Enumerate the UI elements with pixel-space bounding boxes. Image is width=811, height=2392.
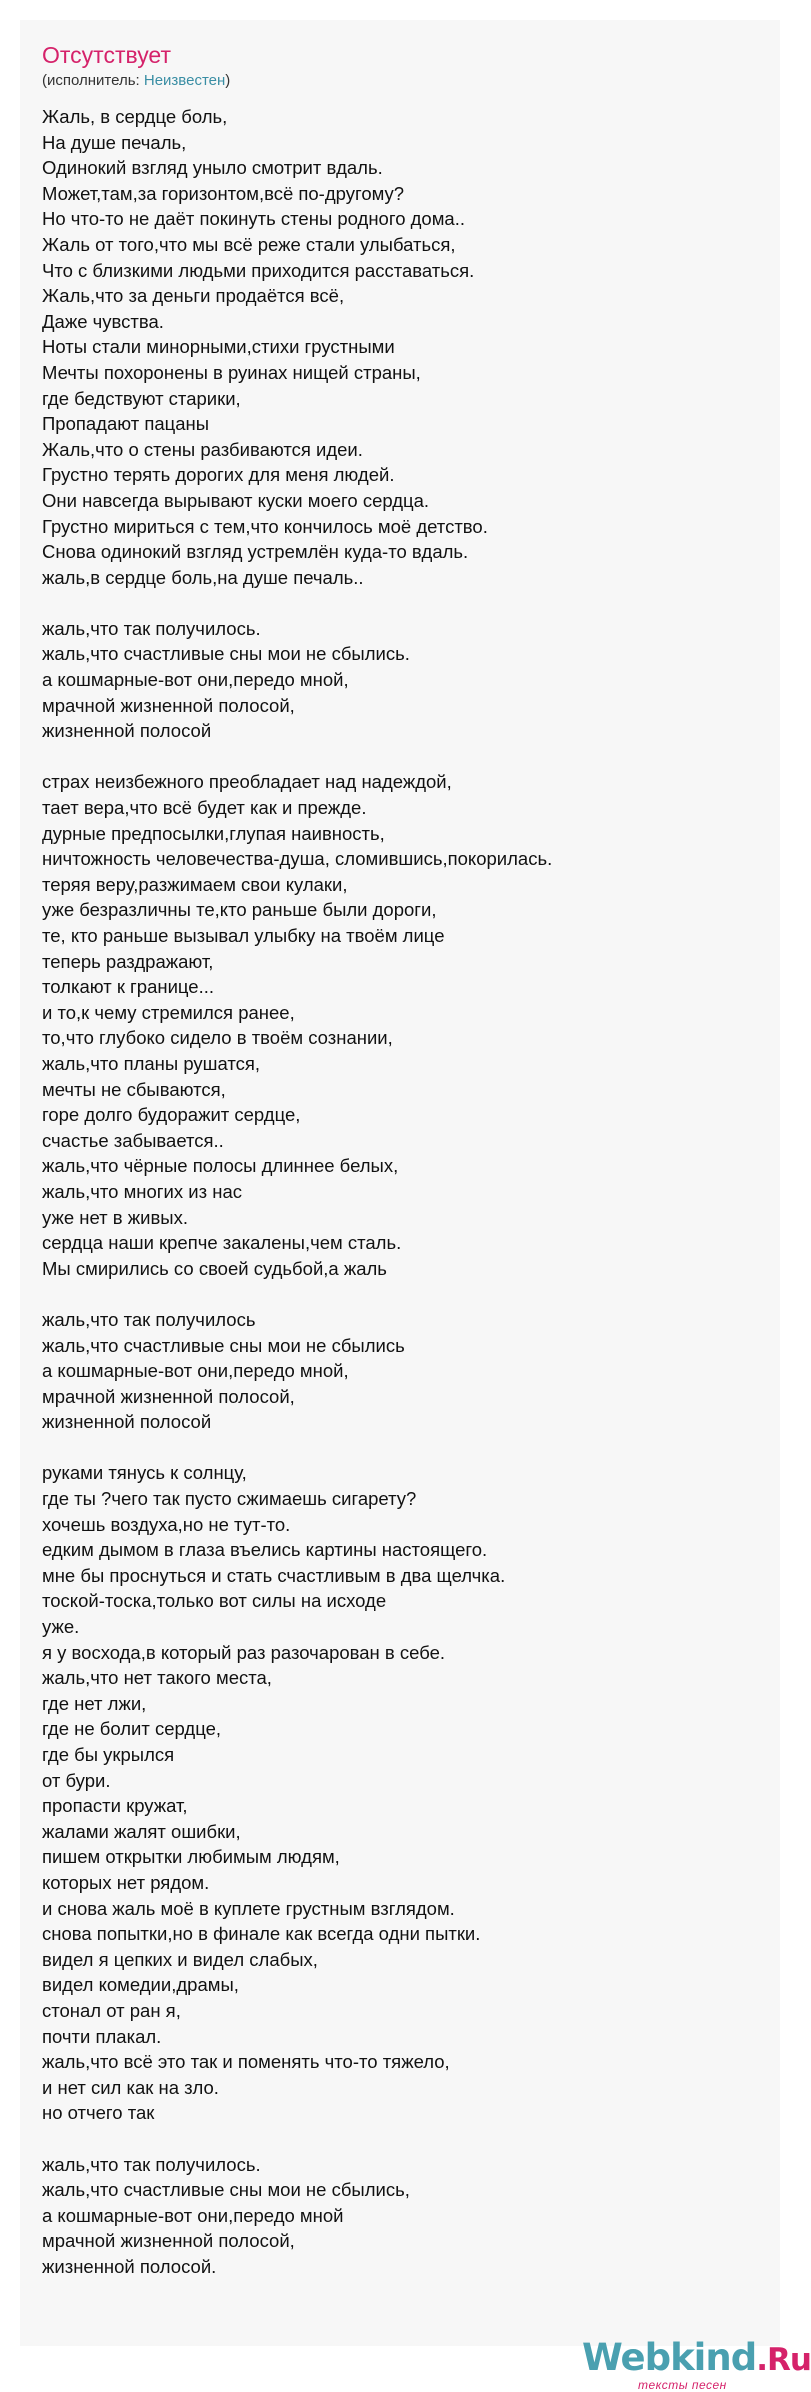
lyric-line: Жаль от того,что мы всё реже стали улыбаться, xyxy=(42,233,456,255)
lyric-line: Может,там,за горизонтом,всё по-другому? xyxy=(42,182,405,204)
lyric-line: которых нет рядом. xyxy=(42,1871,210,1893)
lyric-line: пропасти кружат, xyxy=(42,1795,188,1817)
lyric-line: Мечты похоронены в руинах нищей страны, xyxy=(42,361,421,383)
lyric-line: мрачной жизненной полосой, xyxy=(42,1385,295,1407)
lyric-line: На душе печаль, xyxy=(42,131,187,153)
lyric-line: теряя веру,разжимаем свои кулаки, xyxy=(42,873,348,895)
artist-line xyxy=(42,72,230,90)
lyric-line: руками тянусь к солнцу, xyxy=(42,1462,247,1484)
lyric-line: сердца наши крепче закалены,чем сталь. xyxy=(42,1232,402,1254)
lyric-line: видел комедии,драмы, xyxy=(42,1974,239,1996)
lyric-line: где бы укрылся xyxy=(42,1744,175,1765)
lyric-line: жаль,что нет такого места, xyxy=(42,1667,272,1689)
lyric-line: Одинокий взгляд уныло смотрит вдаль. xyxy=(42,157,383,179)
lyric-line: едким дымом в глаза въелись картины настоящего. xyxy=(42,1539,488,1561)
lyric-line: жаль,что всё это так и поменять что-то тяжело, xyxy=(42,2051,450,2073)
lyric-line: где бедствуют старики, xyxy=(42,387,241,409)
lyric-line: где ты ?чего так пусто сжимаешь сигарету? xyxy=(42,1488,417,1510)
artist-prefix: (исполнитель: xyxy=(42,72,144,89)
lyric-line: а кошмарные-вот они,передо мной xyxy=(42,2204,344,2226)
logo-tld: .Ru xyxy=(756,2342,811,2378)
lyric-line: Но что-то не даёт покинуть стены родного дома.. xyxy=(42,208,465,230)
lyric-line: Мы смирились со своей судьбой,а жаль xyxy=(42,1257,387,1279)
lyric-blank-line xyxy=(42,2126,762,2152)
lyric-line: и нет сил как на зло. xyxy=(42,2076,219,2098)
lyric-blank-line xyxy=(42,744,762,770)
lyric-line: Пропадают пацаны xyxy=(42,413,210,435)
lyric-line: толкают к границе... xyxy=(42,976,215,998)
lyric-line: я у восхода,в который раз разочарован в себе. xyxy=(42,1641,446,1663)
lyric-line: где нет лжи, xyxy=(42,1692,147,1714)
artist-suffix: ) xyxy=(225,72,231,89)
lyric-line: Жаль,что за деньги продаётся всё, xyxy=(42,285,345,307)
lyric-line: уже. xyxy=(42,1616,80,1638)
lyric-line: мрачной жизненной полосой, xyxy=(42,2230,295,2252)
lyric-line: уже нет в живых. xyxy=(42,1206,188,1228)
logo-tagline: тексты песен xyxy=(638,2378,727,2392)
lyric-blank-line xyxy=(42,1435,762,1461)
lyric-line: жизненной полосой xyxy=(42,1411,212,1433)
lyric-line: и то,к чему стремился ранее, xyxy=(42,1001,295,1023)
lyric-line: ничтожность человечества-душа, сломившись,покорилась. xyxy=(42,848,553,870)
lyric-line: тоской-тоска,только вот силы на исходе xyxy=(42,1590,387,1612)
lyric-line: жаль,что так получилось. xyxy=(42,617,261,639)
lyric-line: где не болит сердце, xyxy=(42,1718,222,1740)
lyric-line: хочешь воздуха,но не тут-то. xyxy=(42,1513,291,1535)
lyric-line: Грустно мириться с тем,что кончилось моё детство. xyxy=(42,515,488,537)
lyric-line: Жаль,что о стены разбиваются идеи. xyxy=(42,438,363,460)
lyric-line: те, кто раньше вызывал улыбку на твоём лице xyxy=(42,925,445,946)
lyric-line: видел я цепких и видел слабых, xyxy=(42,1948,318,1970)
lyric-line: пишем открытки любимым людям, xyxy=(42,1846,340,1868)
lyric-line: мне бы проснуться и стать счастливым в два щелчка. xyxy=(42,1564,506,1586)
lyric-line: почти плакал. xyxy=(42,2025,162,2047)
lyric-line: жаль,что чёрные полосы длиннее белых, xyxy=(42,1155,399,1177)
lyric-line: жаль,что счастливые сны мои не сбылись, xyxy=(42,2179,410,2201)
lyric-line: тает вера,что всё будет как и прежде. xyxy=(42,797,367,819)
lyric-line: снова попытки,но в финале как всегда одни пытки. xyxy=(42,1923,481,1945)
lyric-line: стонал от ран я, xyxy=(42,1999,181,2021)
lyric-line: и снова жаль моё в куплете грустным взглядом. xyxy=(42,1897,455,1919)
lyric-line: мрачной жизненной полосой, xyxy=(42,694,295,716)
lyric-line: то,что глубоко сидело в твоём сознании, xyxy=(42,1027,393,1049)
lyric-line: страх неизбежного преобладает над надеждой, xyxy=(42,771,452,793)
lyric-line: дурные предпосылки,глупая наивность, xyxy=(42,822,385,844)
lyric-line: Жаль, в сердце боль, xyxy=(42,106,228,127)
song-title: Отсутствует xyxy=(42,42,171,68)
lyric-line: Ноты стали минорными,стихи грустными xyxy=(42,336,395,358)
lyric-line: жаль,в сердце боль,на душе печаль.. xyxy=(42,566,364,588)
lyric-line: жаль,что планы рушатся, xyxy=(42,1052,261,1074)
lyric-line: Что с близкими людьми приходится расставаться. xyxy=(42,259,475,281)
lyric-line: уже безразличны те,кто раньше были дороги, xyxy=(42,899,437,921)
lyric-line: жизненной полосой. xyxy=(42,2255,217,2277)
lyric-line: жаль,что многих из нас xyxy=(42,1180,242,1202)
lyric-line: а кошмарные-вот они,передо мной, xyxy=(42,669,349,691)
lyric-line: жалами жалят ошибки, xyxy=(42,1820,241,1842)
lyric-line: жаль,что счастливые сны мои не сбылись. xyxy=(42,643,410,665)
lyric-line: Даже чувства. xyxy=(42,310,164,332)
lyric-line: но отчего так xyxy=(42,2102,155,2124)
lyric-line: мечты не сбываются, xyxy=(42,1078,226,1100)
lyric-blank-line xyxy=(42,590,762,616)
lyric-line: жаль,что так получилось xyxy=(42,1308,256,1330)
lyric-line: от бури. xyxy=(42,1769,111,1791)
lyric-blank-line xyxy=(42,1281,762,1307)
lyric-line: Они навсегда вырывают куски моего сердца. xyxy=(42,489,430,511)
lyric-line: жизненной полосой xyxy=(42,720,212,742)
logo-name: Webkind xyxy=(582,2336,757,2379)
lyric-line: жаль,что счастливые сны мои не сбылись xyxy=(42,1334,405,1356)
lyric-line: а кошмарные-вот они,передо мной, xyxy=(42,1360,349,1382)
lyric-line: горе долго будоражит сердце, xyxy=(42,1104,301,1126)
lyric-line: счастье забывается.. xyxy=(42,1129,224,1151)
lyrics-body xyxy=(42,104,762,2279)
artist-link[interactable]: Неизвестен xyxy=(143,72,226,89)
lyric-line: теперь раздражают, xyxy=(42,950,214,972)
lyric-line: Снова одинокий взгляд устремлён куда-то вдаль. xyxy=(42,541,469,563)
lyric-line: жаль,что так получилось. xyxy=(42,2153,261,2175)
lyric-line: Грустно терять дорогих для меня людей. xyxy=(42,464,395,486)
